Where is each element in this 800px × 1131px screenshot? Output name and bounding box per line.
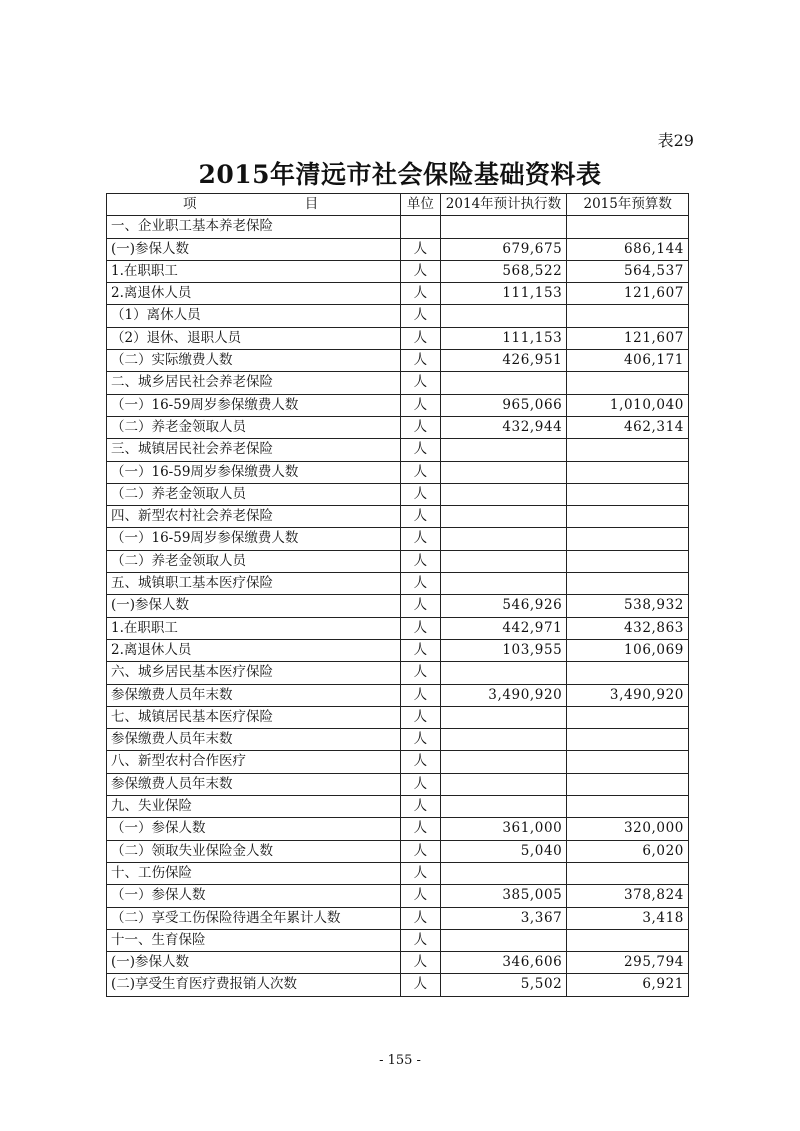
table-row	[107, 840, 689, 862]
row-item-label: 1.在职职工	[107, 260, 401, 282]
row-item-label: （一）16-59周岁参保缴费人数	[107, 461, 401, 483]
row-item-label: （二）养老金领取人员	[107, 416, 401, 438]
row-unit: 人	[401, 952, 440, 974]
table-row	[107, 639, 689, 661]
row-unit: 人	[401, 573, 440, 595]
table-row	[107, 617, 689, 639]
row-value-2014: 546,926	[440, 595, 567, 617]
table-row	[107, 439, 689, 461]
row-item-label: 参保缴费人员年末数	[107, 773, 401, 795]
row-unit: 人	[401, 617, 440, 639]
table-row	[107, 974, 689, 996]
row-item-label: 九、失业保险	[107, 796, 401, 818]
row-item-label: （二）享受工伤保险待遇全年累计人数	[107, 907, 401, 929]
row-unit: 人	[401, 439, 440, 461]
row-value-2015: 295,794	[567, 952, 689, 974]
row-unit: 人	[401, 818, 440, 840]
row-value-2015: 406,171	[567, 350, 689, 372]
table-row	[107, 216, 689, 238]
row-value-2015: 6,020	[567, 840, 689, 862]
table-row	[107, 550, 689, 572]
page-title: 2015年清远市社会保险基础资料表	[198, 160, 602, 189]
table-row	[107, 483, 689, 505]
row-item-label: 四、新型农村社会养老保险	[107, 506, 401, 528]
row-item-label: 二、城乡居民社会养老保险	[107, 372, 401, 394]
row-unit: 人	[401, 862, 440, 884]
row-value-2014	[440, 751, 567, 773]
row-value-2014: 3,490,920	[440, 684, 567, 706]
row-item-label: 八、新型农村合作医疗	[107, 751, 401, 773]
row-value-2014: 103,955	[440, 639, 567, 661]
table-row	[107, 862, 689, 884]
row-value-2015	[567, 506, 689, 528]
row-unit: 人	[401, 506, 440, 528]
table-row	[107, 885, 689, 907]
row-value-2014: 5,502	[440, 974, 567, 996]
row-item-label: 1.在职职工	[107, 617, 401, 639]
row-unit: 人	[401, 885, 440, 907]
table-row	[107, 751, 689, 773]
row-item-label: 2.离退休人员	[107, 639, 401, 661]
row-item-label: 三、城镇居民社会养老保险	[107, 439, 401, 461]
row-value-2015: 121,607	[567, 327, 689, 349]
row-value-2014: 111,153	[440, 327, 567, 349]
row-value-2014	[440, 216, 567, 238]
row-value-2014: 426,951	[440, 350, 567, 372]
row-value-2014: 111,153	[440, 283, 567, 305]
row-value-2015: 3,490,920	[567, 684, 689, 706]
row-value-2014: 346,606	[440, 952, 567, 974]
row-value-2015	[567, 573, 689, 595]
row-item-label: 七、城镇居民基本医疗保险	[107, 706, 401, 728]
row-item-label: 参保缴费人员年末数	[107, 684, 401, 706]
row-unit: 人	[401, 639, 440, 661]
row-value-2015: 3,418	[567, 907, 689, 929]
row-value-2015: 320,000	[567, 818, 689, 840]
row-value-2014: 679,675	[440, 238, 567, 260]
row-value-2014	[440, 461, 567, 483]
row-item-label: （一）参保人数	[107, 818, 401, 840]
row-unit: 人	[401, 283, 440, 305]
row-unit: 人	[401, 751, 440, 773]
row-value-2014	[440, 929, 567, 951]
header-2014-estimate: 2014年预计执行数	[440, 194, 567, 216]
row-value-2015	[567, 216, 689, 238]
table-row	[107, 350, 689, 372]
row-unit: 人	[401, 394, 440, 416]
row-item-label: （一）16-59周岁参保缴费人数	[107, 528, 401, 550]
row-unit: 人	[401, 305, 440, 327]
table-row	[107, 573, 689, 595]
row-item-label: （二）养老金领取人员	[107, 550, 401, 572]
row-value-2015	[567, 729, 689, 751]
table-row	[107, 684, 689, 706]
row-unit: 人	[401, 840, 440, 862]
table-row	[107, 729, 689, 751]
row-value-2015: 378,824	[567, 885, 689, 907]
row-value-2014: 432,944	[440, 416, 567, 438]
row-value-2015: 432,863	[567, 617, 689, 639]
row-item-label: 十、工伤保险	[107, 862, 401, 884]
row-unit: 人	[401, 461, 440, 483]
row-value-2015	[567, 862, 689, 884]
header-item	[107, 194, 401, 216]
row-value-2015	[567, 372, 689, 394]
row-value-2014: 5,040	[440, 840, 567, 862]
row-value-2014: 965,066	[440, 394, 567, 416]
table-row	[107, 907, 689, 929]
row-unit: 人	[401, 260, 440, 282]
row-unit: 人	[401, 929, 440, 951]
row-unit: 人	[401, 974, 440, 996]
table-row	[107, 372, 689, 394]
row-item-label: 一、企业职工基本养老保险	[107, 216, 401, 238]
row-value-2015: 538,932	[567, 595, 689, 617]
row-item-label: 十一、生育保险	[107, 929, 401, 951]
row-unit: 人	[401, 238, 440, 260]
table-row	[107, 260, 689, 282]
row-value-2015	[567, 706, 689, 728]
row-item-label: （一）参保人数	[107, 885, 401, 907]
row-value-2014: 442,971	[440, 617, 567, 639]
row-item-label: 2.离退休人员	[107, 283, 401, 305]
row-value-2015: 121,607	[567, 283, 689, 305]
row-item-label: （二）领取失业保险金人数	[107, 840, 401, 862]
row-unit: 人	[401, 483, 440, 505]
row-value-2014	[440, 729, 567, 751]
table-row	[107, 773, 689, 795]
table-row	[107, 283, 689, 305]
table-row	[107, 238, 689, 260]
table-row	[107, 327, 689, 349]
row-item-label: 六、城乡居民基本医疗保险	[107, 662, 401, 684]
row-item-label: （一）16-59周岁参保缴费人数	[107, 394, 401, 416]
row-unit: 人	[401, 796, 440, 818]
row-value-2014	[440, 483, 567, 505]
row-unit: 人	[401, 416, 440, 438]
header-item-left: 项	[183, 196, 197, 212]
table-number: 表29	[657, 131, 694, 150]
row-unit: 人	[401, 528, 440, 550]
row-value-2015: 106,069	[567, 639, 689, 661]
data-table	[106, 193, 689, 997]
row-value-2015	[567, 929, 689, 951]
table-row	[107, 929, 689, 951]
table-row	[107, 394, 689, 416]
row-unit: 人	[401, 907, 440, 929]
row-value-2014: 385,005	[440, 885, 567, 907]
row-value-2014	[440, 528, 567, 550]
row-value-2015	[567, 483, 689, 505]
table-row	[107, 818, 689, 840]
row-value-2015	[567, 751, 689, 773]
row-value-2015: 564,537	[567, 260, 689, 282]
row-unit: 人	[401, 706, 440, 728]
row-unit: 人	[401, 684, 440, 706]
row-item-label: (二)享受生育医疗费报销人次数	[107, 974, 401, 996]
row-unit	[401, 216, 440, 238]
table-row	[107, 461, 689, 483]
table-row	[107, 528, 689, 550]
row-value-2014	[440, 439, 567, 461]
row-item-label: 五、城镇职工基本医疗保险	[107, 573, 401, 595]
row-item-label: （1）离休人员	[107, 305, 401, 327]
row-value-2014	[440, 506, 567, 528]
row-value-2014	[440, 305, 567, 327]
table-row	[107, 796, 689, 818]
row-value-2014	[440, 773, 567, 795]
row-item-label: (一)参保人数	[107, 952, 401, 974]
row-unit: 人	[401, 550, 440, 572]
header-2015-budget: 2015年预算数	[567, 194, 689, 216]
table-header-row	[107, 194, 689, 216]
row-unit: 人	[401, 327, 440, 349]
row-value-2014	[440, 550, 567, 572]
row-value-2015	[567, 461, 689, 483]
row-value-2015	[567, 305, 689, 327]
row-unit: 人	[401, 350, 440, 372]
row-value-2014	[440, 372, 567, 394]
row-value-2014	[440, 796, 567, 818]
row-unit: 人	[401, 662, 440, 684]
row-value-2015	[567, 796, 689, 818]
row-unit: 人	[401, 372, 440, 394]
table-row	[107, 416, 689, 438]
row-item-label: (一)参保人数	[107, 238, 401, 260]
row-item-label: (一)参保人数	[107, 595, 401, 617]
header-item-right: 目	[304, 196, 319, 212]
row-value-2015	[567, 528, 689, 550]
row-value-2014: 361,000	[440, 818, 567, 840]
row-value-2015: 462,314	[567, 416, 689, 438]
row-value-2015	[567, 439, 689, 461]
table-row	[107, 706, 689, 728]
table-row	[107, 595, 689, 617]
row-value-2015	[567, 662, 689, 684]
row-value-2015: 6,921	[567, 974, 689, 996]
row-unit: 人	[401, 595, 440, 617]
table-row	[107, 952, 689, 974]
table-row	[107, 506, 689, 528]
page-number: - 155 -	[379, 1053, 421, 1068]
row-value-2014	[440, 862, 567, 884]
row-value-2014: 3,367	[440, 907, 567, 929]
row-item-label: （二）实际缴费人数	[107, 350, 401, 372]
table-body	[107, 216, 689, 996]
table-row	[107, 662, 689, 684]
row-item-label: （2）退休、退职人员	[107, 327, 401, 349]
row-value-2014	[440, 573, 567, 595]
row-value-2014	[440, 662, 567, 684]
table-row	[107, 305, 689, 327]
row-value-2015: 1,010,040	[567, 394, 689, 416]
row-value-2014	[440, 706, 567, 728]
header-unit: 单位	[401, 194, 440, 216]
row-value-2014: 568,522	[440, 260, 567, 282]
row-item-label: （二）养老金领取人员	[107, 483, 401, 505]
row-item-label: 参保缴费人员年末数	[107, 729, 401, 751]
row-value-2015	[567, 550, 689, 572]
row-value-2015	[567, 773, 689, 795]
row-unit: 人	[401, 729, 440, 751]
row-value-2015: 686,144	[567, 238, 689, 260]
row-unit: 人	[401, 773, 440, 795]
